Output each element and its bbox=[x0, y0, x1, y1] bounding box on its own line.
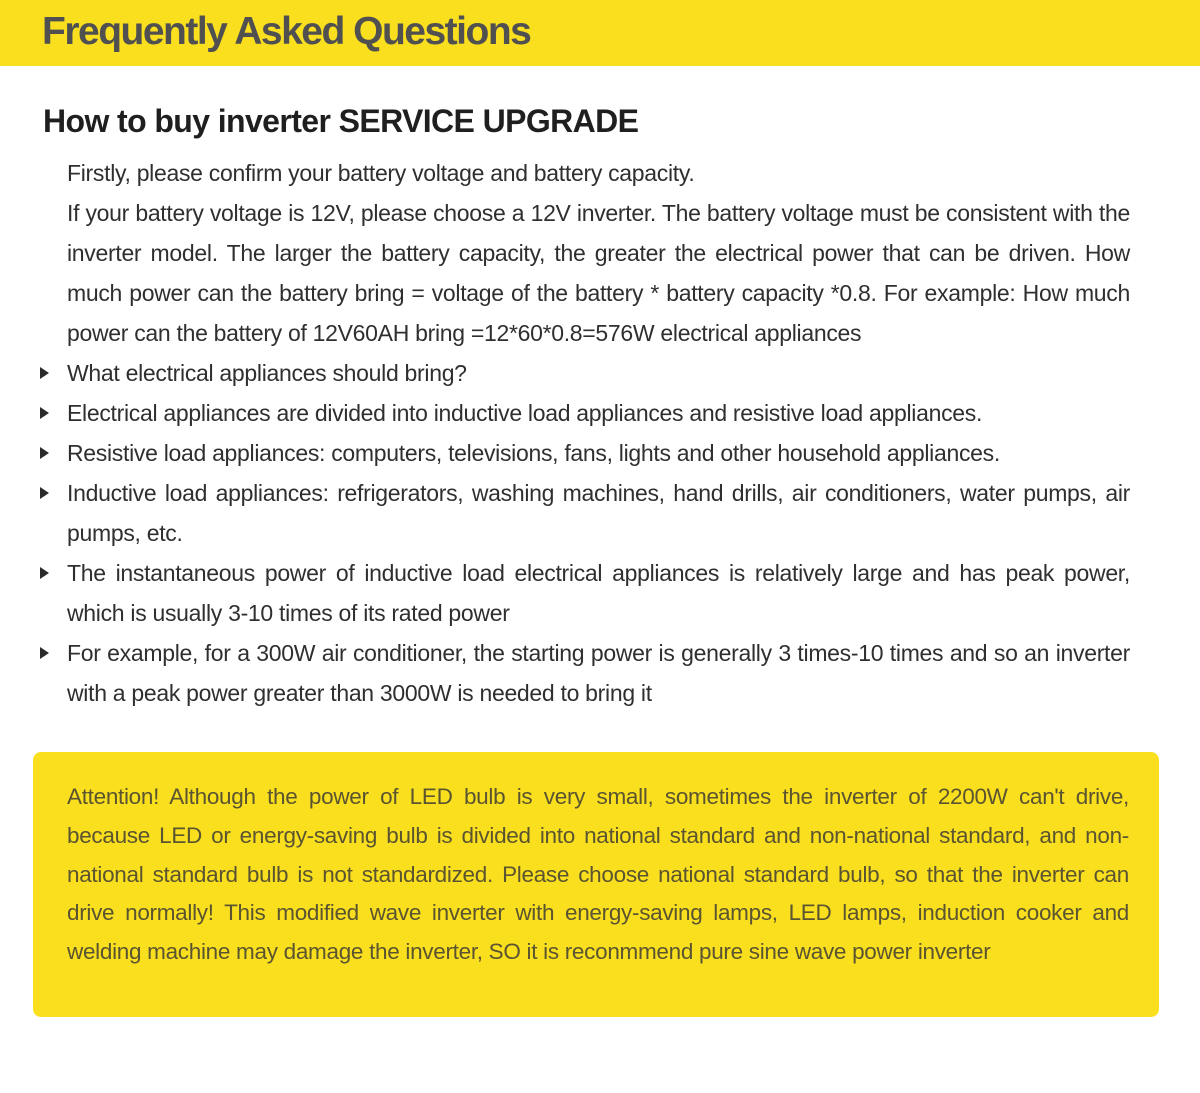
list-item-text: For example, for a 300W air conditioner, the starting power is generally 3 times-10 times and so an inverter with a peak power greater than 3000W is needed to bring it bbox=[67, 640, 1130, 706]
list-item bbox=[0, 393, 1130, 433]
triangle-right-icon bbox=[40, 567, 49, 579]
intro-paragraph: If your battery voltage is 12V, please choose a 12V inverter. The battery voltage must be consistent with the inverter model. The larger the battery capacity, the greater the electrical power that can be driven. How much power can the battery bring = voltage of the battery * battery capacity *0.8. For example: How much power can the battery of 12V60AH bring =12*60*0.8=576W electrical appliances bbox=[67, 200, 1130, 346]
list-item bbox=[0, 633, 1130, 713]
faq-header-bar bbox=[0, 0, 1200, 66]
list-item-text: The instantaneous power of inductive load electrical appliances is relatively large and has peak power, which is usually 3-10 times of its rated power bbox=[67, 560, 1130, 626]
list-item-text: Inductive load appliances: refrigerators, washing machines, hand drills, air conditioners, water pumps, air pumps, etc. bbox=[67, 480, 1130, 546]
list-item bbox=[0, 433, 1130, 473]
triangle-right-icon bbox=[40, 447, 49, 459]
intro-text-block bbox=[67, 153, 1130, 353]
list-item-text: Electrical appliances are divided into inductive load appliances and resistive load appliances. bbox=[67, 400, 983, 426]
triangle-right-icon bbox=[40, 367, 49, 379]
faq-header-title: Frequently Asked Questions bbox=[42, 10, 531, 53]
intro-paragraph: Firstly, please confirm your battery voltage and battery capacity. bbox=[67, 160, 695, 186]
section-title: How to buy inverter SERVICE UPGRADE bbox=[43, 103, 639, 139]
triangle-right-icon bbox=[40, 647, 49, 659]
triangle-right-icon bbox=[40, 407, 49, 419]
attention-notice-text: Attention! Although the power of LED bulb is very small, sometimes the inverter of 2200W can't drive, because LED or energy-saving bulb is divided into national standard and non-national standard, and non-national standard bulb is not standardized. Please choose national standard bulb, so that the inverter can drive normally! This modified wave inverter with energy-saving lamps, LED lamps, induction cooker and welding machine may damage the inverter, SO it is reconmmend pure sine wave power inverter bbox=[67, 784, 1129, 965]
triangle-right-icon bbox=[40, 487, 49, 499]
list-item-text: Resistive load appliances: computers, televisions, fans, lights and other household appliances. bbox=[67, 440, 1000, 466]
list-item bbox=[0, 473, 1130, 553]
bullet-list bbox=[0, 353, 1200, 713]
list-item bbox=[0, 353, 1130, 393]
list-item-text: What electrical appliances should bring? bbox=[67, 360, 467, 386]
attention-notice-box bbox=[33, 752, 1159, 1017]
list-item bbox=[0, 553, 1130, 633]
